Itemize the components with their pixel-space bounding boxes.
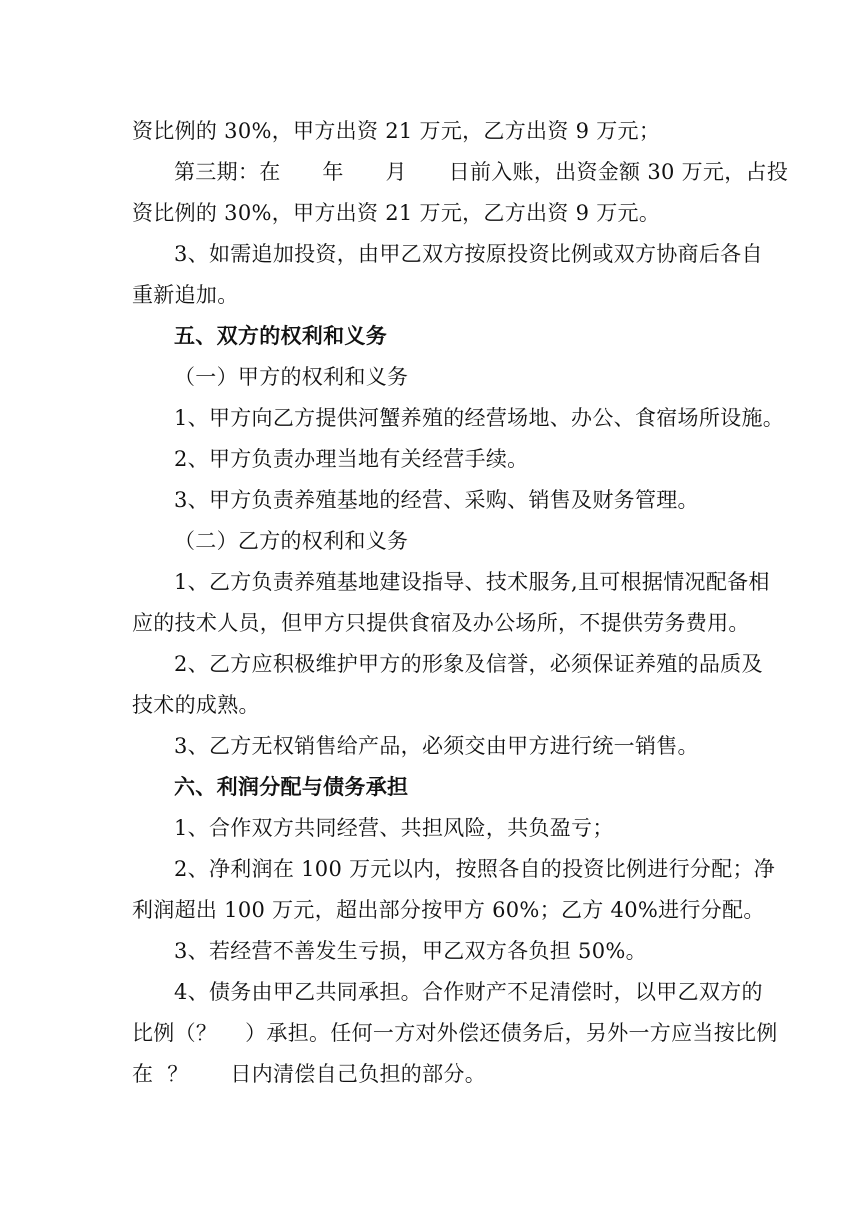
paragraph-line: 1、甲方向乙方提供河蟹养殖的经营场地、办公、食宿场所设施。 (174, 406, 785, 430)
section-heading: 六、利润分配与债务承担 (174, 774, 409, 799)
paragraph-line: 资比例的 30%，甲方出资 21 万元，乙方出资 9 万元； (132, 119, 661, 143)
section-heading: 五、双方的权利和义务 (174, 323, 387, 348)
paragraph-line: 2、甲方负责办理当地有关经营手续。 (174, 447, 529, 471)
paragraph-line: 1、乙方负责养殖基地建设指导、技术服务,且可根据情况配备相 (174, 570, 770, 594)
paragraph-line: 应的技术人员，但甲方只提供食宿及办公场所，不提供劳务费用。 (132, 611, 750, 635)
paragraph-line: 技术的成熟。 (132, 693, 260, 717)
paragraph-line: 重新追加。 (132, 283, 239, 307)
paragraph-line: 资比例的 30%，甲方出资 21 万元，乙方出资 9 万元。 (132, 201, 661, 225)
subsection-heading: （二）乙方的权利和义务 (174, 529, 409, 553)
paragraph-line: 比例（？ ）承担。任何一方对外偿还债务后，另外一方应当按比例 (132, 1021, 778, 1045)
paragraph-line: 3、乙方无权销售给产品，必须交由甲方进行统一销售。 (174, 734, 699, 758)
paragraph-line: 3、若经营不善发生亏损，甲乙双方各负担 50%。 (174, 939, 647, 963)
paragraph-line: 在 ？ 日内清偿自己负担的部分。 (132, 1062, 487, 1086)
paragraph-line: 1、合作双方共同经营、共担风险，共负盈亏； (174, 816, 614, 840)
paragraph-line: 2、净利润在 100 万元以内，按照各自的投资比例进行分配；净 (174, 857, 776, 881)
paragraph-line: 3、如需追加投资，由甲乙双方按原投资比例或双方协商后各自 (174, 242, 763, 266)
subsection-heading: （一）甲方的权利和义务 (174, 365, 409, 389)
paragraph-line: 利润超出 100 万元，超出部分按甲方 60%；乙方 40%进行分配。 (132, 898, 765, 922)
paragraph-line: 2、乙方应积极维护甲方的形象及信誉，必须保证养殖的品质及 (174, 652, 763, 676)
paragraph-line: 4、债务由甲乙共同承担。合作财产不足清偿时，以甲乙双方的 (174, 980, 763, 1004)
paragraph-line: 3、甲方负责养殖基地的经营、采购、销售及财务管理。 (174, 488, 699, 512)
paragraph-line: 第三期：在 年 月 日前入账，出资金额 30 万元，占投 (174, 160, 789, 184)
